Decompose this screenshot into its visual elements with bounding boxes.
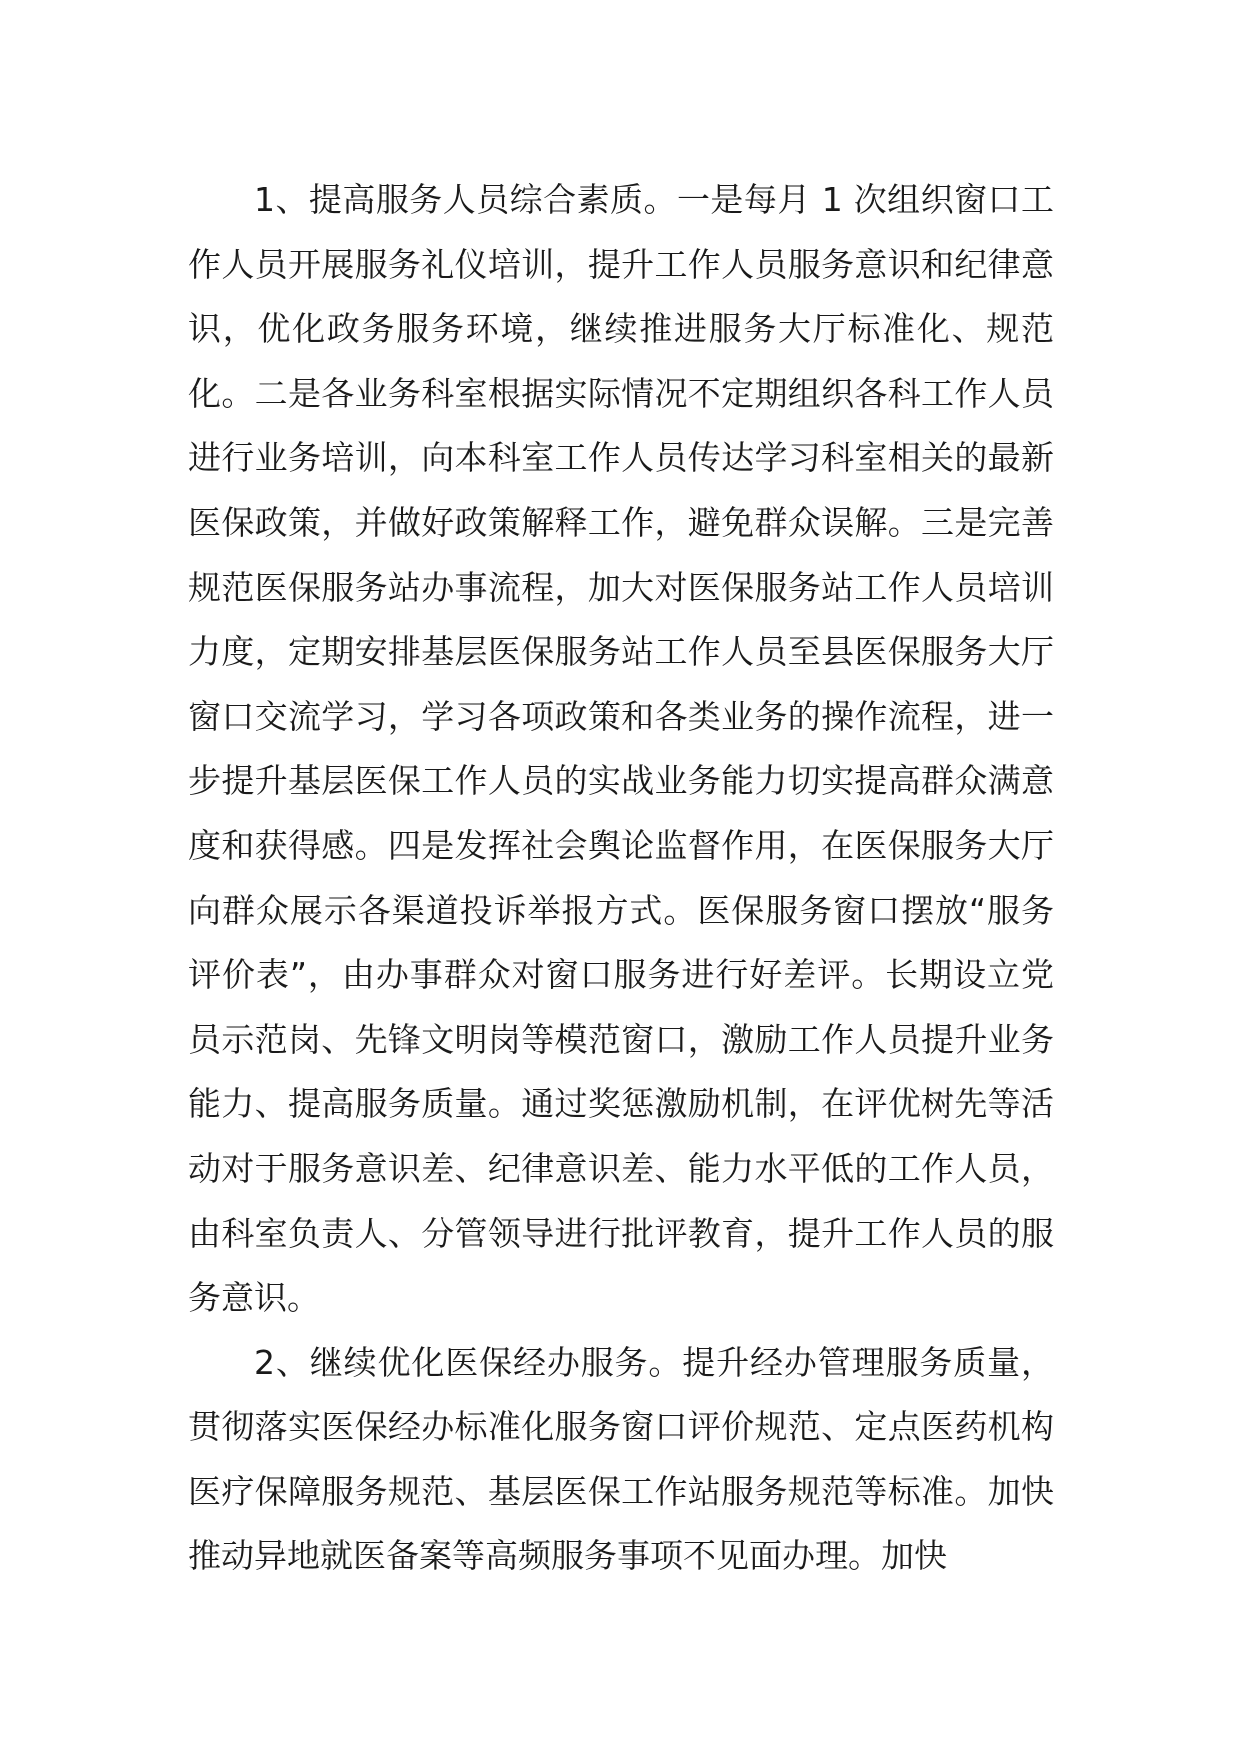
document-body	[188, 168, 1054, 1589]
paragraph-2: 2、继续优化医保经办服务。提升经办管理服务质量，贯彻落实医保经办标准化服务窗口评价规范、定点医药机构医疗保障服务规范、基层医保工作站服务规范等标准。加快推动异地就医备案等高频服务事项不见面办理。加快	[188, 1342, 1054, 1576]
paragraph-1: 1、提高服务人员综合素质。一是每月 1 次组织窗口工作人员开展服务礼仪培训，提升工作人员服务意识和纪律意识，优化政务服务环境，继续推进服务大厅标准化、规范化。二是各业务科室根据实际情况不定期组织各科工作人员进行业务培训，向本科室工作人员传达学习科室相关的最新医保政策，并做好政策解释工作，避免群众误解。三是完善规范医保服务站办事流程，加大对医保服务站工作人员培训力度，定期安排基层医保服务站工作人员至县医保服务大厅窗口交流学习，学习各项政策和各类业务的操作流程，进一步提升基层医保工作人员的实战业务能力切实提高群众满意度和获得感。四是发挥社会舆论监督作用，在医保服务大厅向群众展示各渠道投诉举报方式。医保服务窗口摆放“服务评价表”，由办事群众对窗口服务进行好差评。长期设立党员示范岗、先锋文明岗等模范窗口，激励工作人员提升业务能力、提高服务质量。通过奖惩激励机制，在评优树先等活动对于服务意识差、纪律意识差、能力水平低的工作人员，由科室负责人、分管领导进行批评教育，提升工作人员的服务意识。	[188, 180, 1054, 1318]
